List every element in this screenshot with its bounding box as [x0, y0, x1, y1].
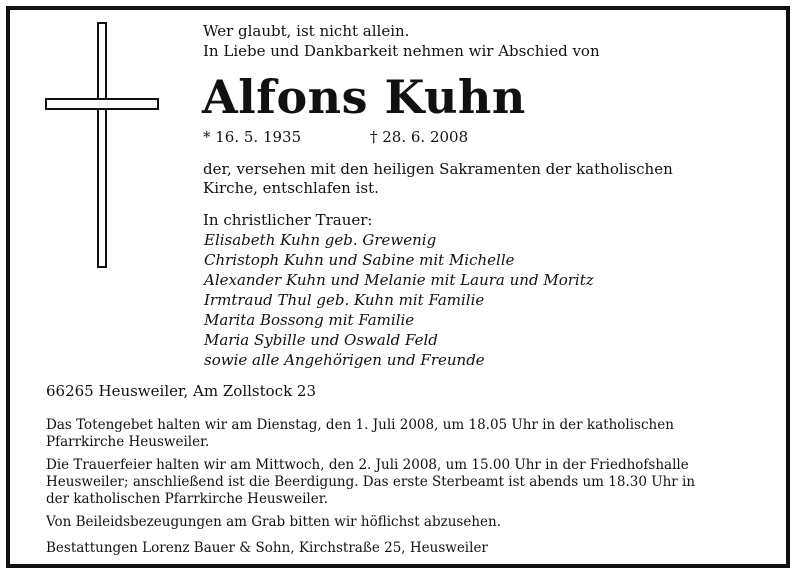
mourner-4: Irmtraud Thul geb. Kuhn mit Familie [204, 291, 485, 309]
mourner-5: Marita Bossong mit Familie [204, 311, 415, 329]
mourner-3: Alexander Kuhn und Melanie mit Laura und Moritz [204, 271, 594, 289]
mourner-7: sowie alle Angehörigen und Freunde [204, 351, 485, 369]
mourning-heading: In christlicher Trauer: [203, 211, 373, 229]
funeral-notice-line-1: Die Trauerfeier halten wir am Mittwoch, den 2. Juli 2008, um 15.00 Uhr in der Friedhofshalle [46, 457, 689, 473]
intro-verse: Wer glaubt, ist nicht allein. [203, 22, 410, 40]
family-address: 66265 Heusweiler, Am Zollstock 23 [46, 382, 317, 400]
intro-farewell: In Liebe und Dankbarkeit nehmen wir Abschied von [203, 42, 600, 60]
prayer-notice-line-2: Pfarrkirche Heusweiler. [46, 434, 210, 450]
sacraments-line-1: der, versehen mit den heiligen Sakramenten der katholischen [203, 160, 673, 178]
deceased-name: Alfons Kuhn [202, 70, 526, 124]
condolences-notice: Von Beileidsbezeugungen am Grab bitten wir höflichst abzusehen. [46, 514, 502, 530]
funeral-notice-line-2: Heusweiler; anschließend ist die Beerdigung. Das erste Sterbeamt ist abends um 18.30 Uhr in [46, 474, 696, 490]
undertaker: Bestattungen Lorenz Bauer & Sohn, Kirchstraße 25, Heusweiler [46, 540, 488, 556]
funeral-notice-line-3: der katholischen Pfarrkirche Heusweiler. [46, 491, 328, 507]
birth-date: * 16. 5. 1935 [203, 128, 302, 146]
prayer-notice-line-1: Das Totengebet halten wir am Dienstag, den 1. Juli 2008, um 18.05 Uhr in der katholischen [46, 417, 674, 433]
sacraments-line-2: Kirche, entschlafen ist. [203, 179, 379, 197]
mourner-1: Elisabeth Kuhn geb. Grewenig [204, 231, 437, 249]
mourner-2: Christoph Kuhn und Sabine mit Michelle [204, 251, 515, 269]
death-date: † 28. 6. 2008 [370, 128, 469, 146]
mourner-6: Maria Sybille und Oswald Feld [204, 331, 438, 349]
